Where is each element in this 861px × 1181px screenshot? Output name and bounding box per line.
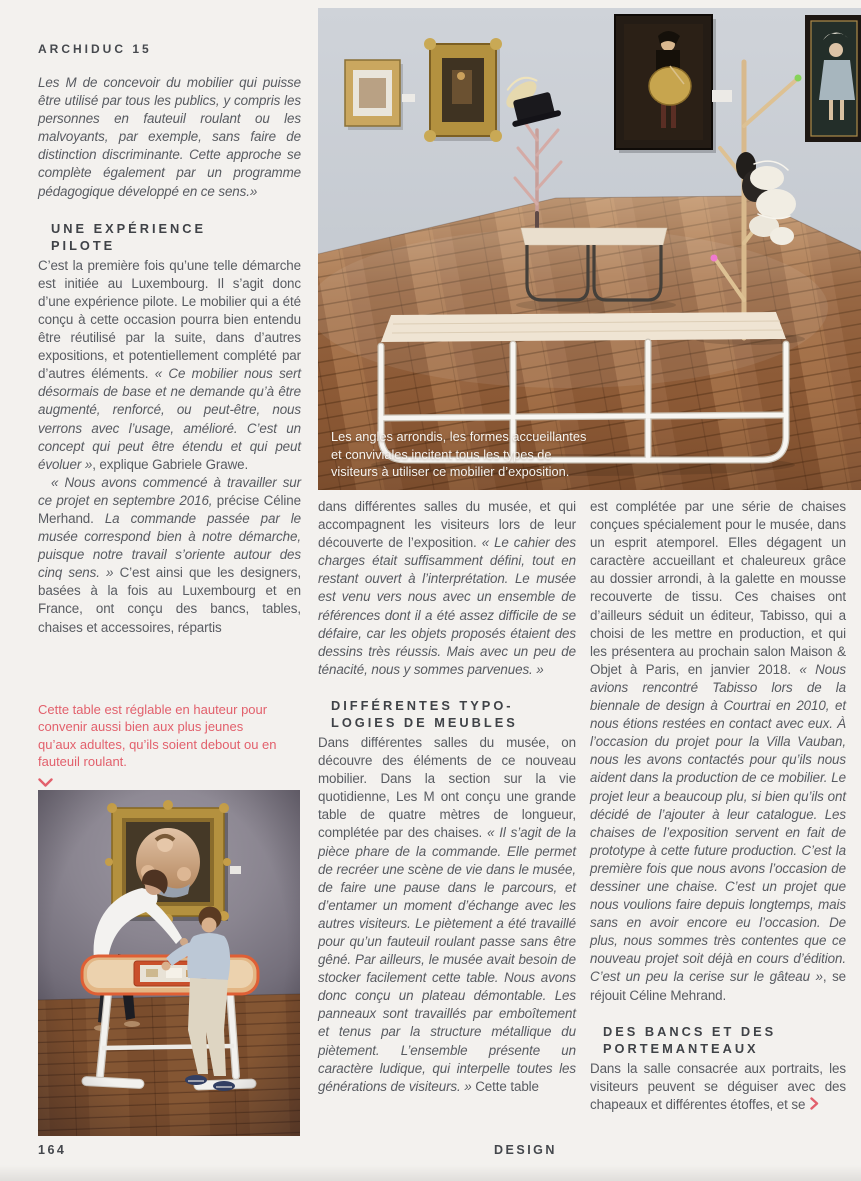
text-segment: La commande passée par le musée correspond bien à notre démarche, puisque notre travail s’oriente autour des cinq sens. » bbox=[38, 510, 301, 581]
paragraph bbox=[38, 257, 301, 474]
photo-vignette bbox=[38, 790, 300, 1136]
text-segment: « Il s’agit de la pièce phare de la commande. Elle permet de recréer une scène de vie dans le musée, de faire une pause dans le parcours, et d’entamer un moment d’échange avec les autres visiteurs. Le piètement a été travaillé pour qu’un fauteuil roulant passe sans être gêné. Par ailleurs, le musée avait besoin de stocker facilement cette table. Nous avons donc conçu un plateau démontable. Les panneaux sont travaillés par emboîtement et tenus par la structure métallique du piètement. L’ensemble présente un caractère ludique, qui interpelle toutes les générations de visiteurs. » bbox=[318, 825, 576, 1094]
table-photo-illustration bbox=[38, 790, 300, 1136]
heading-line: PILOTE bbox=[51, 238, 116, 254]
heading-line: UNE EXPÉRIENCE bbox=[51, 220, 207, 236]
text-segment: Cette table bbox=[475, 1078, 539, 1094]
paragraph bbox=[318, 734, 576, 1096]
section-heading-typologies bbox=[318, 697, 576, 732]
painting-ornate-gold bbox=[424, 38, 502, 142]
museum-label bbox=[712, 90, 732, 102]
section-heading-experience-pilote bbox=[38, 220, 301, 255]
museum-label bbox=[402, 94, 415, 102]
heading-line: LOGIES DE MEUBLES bbox=[331, 715, 518, 731]
text-segment: dans différentes salles du musée, et qui accompagnent les visiteurs lors de leur découverte de l’exposition. bbox=[318, 499, 576, 551]
painting-child-portrait bbox=[805, 15, 861, 142]
paragraph bbox=[318, 498, 576, 679]
column-1 bbox=[38, 74, 301, 637]
text-segment: , explique Gabriele Grawe. bbox=[92, 456, 249, 472]
footer-section-label: DESIGN bbox=[494, 1143, 557, 1157]
section-heading-bancs-portemanteaux bbox=[590, 1023, 846, 1058]
kicker: ARCHIDUC 15 bbox=[38, 42, 152, 56]
text-segment: est complétée par une série de chaises conçues spécialement pour le musée, dans un esprit atemporel. Elles dégagent un caractère accueillant et chaleureux grâce au dossier arrondi, à la galette en mousse recouverte de tissu. Ces chaises ont d’ailleurs séduit un éditeur, Tabisso, qui a choisi de les mettre en production, et qui les présentera au prochain salon Maison & Objet à Paris, en janvier 2018. bbox=[590, 499, 846, 677]
pull-caption-text: Cette table est réglable en hauteur pour convenir aussi bien aux plus jeunes qu’aux adultes, qu’ils soient debout ou en fauteuil roulant. bbox=[38, 702, 277, 770]
photo-table bbox=[38, 790, 300, 1136]
photo-gallery bbox=[318, 8, 861, 490]
chevron-right-icon bbox=[810, 1097, 819, 1110]
text-segment: « Le cahier des charges était suffisamment défini, tout en restant ouvert à l’interprétation. Le musée est venu vers nous avec un ensemble de références dont il a été assez difficile de se défaire, car les objets proposés étaient des dessins très réussis. Mais avec un peu de ténacité, nous y sommes parvenues. » bbox=[318, 535, 576, 677]
text-segment: précise Céline Merhand. bbox=[38, 492, 302, 526]
column-3 bbox=[590, 498, 846, 1114]
heading-line: DIFFÉRENTES TYPO- bbox=[331, 697, 514, 713]
photo-caption: Les angles arrondis, les formes accueillantes et conviviales incitent tous les types de visiteurs à utiliser ce mobilier d’exposition. bbox=[331, 429, 587, 479]
paragraph bbox=[38, 474, 301, 637]
text-segment: « Nous avons commencé à travailler sur ce projet en septembre 2016, bbox=[38, 474, 301, 508]
heading-line: PORTEMANTEAUX bbox=[603, 1041, 759, 1057]
text-segment: , se réjouit Céline Mehrand. bbox=[590, 969, 847, 1003]
text-segment: « Nous avions rencontré Tabisso lors de la biennale de design à Courtrai en 2010, et nous étions restées en contact avec eux. À l’occasion du projet pour la Villa Vauban, nous les avons contactés pour qu’ils nous aident dans la production de ce mobilier. Le projet leur a beaucoup plu, si bien qu’ils ont décidé de l’ajouter à leur catalogue. Les chaises de l’exposition servent en fait de prototype à cette future production. C’est la première fois que nous avons l’occasion de dessiner une chaise. C’est un projet que nous voulions faire depuis longtemps, mais sans en avoir encore eu l’occasion. De plus, nous sommes très contentes que ce nouveau projet soit déjà en cours d’édition. C’est un peu la cerise sur le gâteau » bbox=[590, 661, 847, 985]
text-segment: Dans la salle consacrée aux portraits, les visiteurs peuvent se déguiser avec des chapeaux et différentes étoffes, et se bbox=[590, 1060, 846, 1112]
gallery-illustration bbox=[318, 8, 861, 490]
pull-caption-red bbox=[38, 701, 282, 788]
text-segment: Dans différentes salles du musée, on découvre des éléments de ce nouveau mobilier. Dans la section sur la vie quotidienne, Les M ont conçu une grande table de quatre mètres de longueur, complétée par des chaises. bbox=[318, 734, 576, 841]
paragraph bbox=[590, 1060, 846, 1114]
paragraph bbox=[590, 498, 846, 1005]
chevron-down-icon bbox=[38, 778, 53, 788]
text-segment: C’est la première fois qu’une telle démarche est initiée au Luxembourg. Il s’agit donc d’une expérience pilote. Le mobilier qui a été conçu à cette occasion pourra bien entendu être réutilisé par la suite, dans d’autres expositions, et potentiellement complété par d’autres éléments. bbox=[38, 257, 301, 382]
footer-page-number: 164 bbox=[38, 1143, 67, 1157]
heading-line: DES BANCS ET DES bbox=[603, 1023, 777, 1039]
text-segment: C’est ainsi que les designers, basées à la fois au Luxembourg et en France, ont conçu des bancs, tables, chaises et accessoires, répartis bbox=[38, 565, 301, 635]
intro-paragraph: Les M de concevoir du mobilier qui puisse être utilisé par tous les publics, y compris les personnes en fauteuil roulant ou les malvoyants, par exemple, sans faire de distinction discriminante. Cette approche se complète également par un programme pédagogique développé en ce sens.» bbox=[38, 75, 301, 199]
column-2 bbox=[318, 498, 576, 1096]
painting-drummer-boy bbox=[615, 15, 716, 153]
painting-small-print bbox=[345, 60, 403, 130]
text-segment: « Ce mobilier nous sert désormais de base et ne demande qu’à être augmenté, renforcé, ou peut-être, nous verrons avec l’usage, amélioré. C’est un concept qui peut être étendu et qui peut évoluer » bbox=[38, 366, 302, 472]
